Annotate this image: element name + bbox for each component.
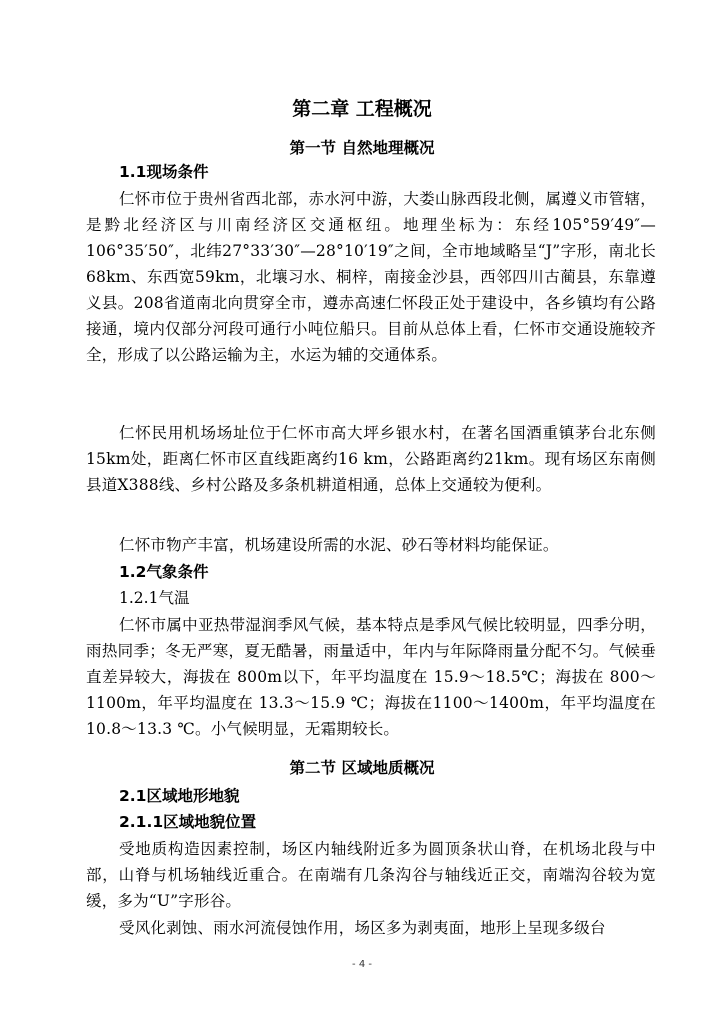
chapter-title: 第二章 工程概况 [292,98,432,120]
paragraph-geological-structure: 受地质构造因素控制，场区内轴线附近多为圆顶条状山脊，在机场北段与中部，山脊与机场轴线近重合。在南端有几条沟谷与轴线近正交，南端沟谷较为宽缓，多为“U”字形谷。 [86,840,656,910]
paragraph-weathering-erosion: 受风化剥蚀、雨水河流侵蚀作用，场区多为剥夷面，地形上呈现多级台 [119,919,606,937]
heading-regional-landform: 2.1区域地形地貌 [119,787,240,805]
paragraph-climate: 仁怀市属中亚热带湿润季风气候，基本特点是季风气候比较明显，四季分明，雨热同季；冬无严寒，夏无酷暑，雨量适中，年内与年际降雨量分配不匀。气候垂直差异较大，海拔在 800m以下，年平均温度在 15.9～18.5℃；海拔在 800～1100m，年平均温度在 13.3～15.9 ℃；海拔在1100～1400m，年平均温度在 10.8～13.3 ℃。小气候明显，无霜期较长。 [86,616,656,738]
section-title-regional-geology: 第二节 区域地质概况 [289,759,435,777]
heading-climate-conditions: 1.2气象条件 [119,563,209,581]
section-title-natural-geography: 第一节 自然地理概况 [289,139,435,157]
heading-landform-location: 2.1.1区域地貌位置 [119,813,257,831]
paragraph-location-transport: 仁怀市位于贵州省西北部，赤水河中游，大娄山脉西段北侧，属遵义市管辖，是黔北经济区与川南经济区交通枢纽。地理坐标为：东经105°59′49″—106°35′50″，北纬27°33′30″—28°10′19″之间，全市地域略呈“J”字形，南北长68km、东西宽59km，北壤习水、桐梓，南接金沙县，西邻四川古蔺县，东靠遵义县。208省道南北向贯穿全市，遵赤高速仁怀段正处于建设中，各乡镇均有公路接通，境内仅部分河段可通行小吨位船只。目前从总体上看，仁怀市交通设施较齐全，形成了以公路运输为主，水运为辅的交通体系。 [86,190,656,364]
heading-site-conditions: 1.1现场条件 [119,163,209,181]
paragraph-materials: 仁怀市物产丰富，机场建设所需的水泥、砂石等材料均能保证。 [119,536,559,554]
paragraph-airport-site: 仁怀民用机场场址位于仁怀市高大坪乡银水村，在著名国酒重镇茅台北东侧15km处，距离仁怀市区直线距离约16 km，公路距离约21km。现有场区东南侧县道X388线、乡村公路及多条机耕道相通，总体上交通较为便利。 [86,424,656,494]
page-number: - 4 - [352,959,372,970]
subheading-temperature: 1.2.1气温 [119,589,190,607]
